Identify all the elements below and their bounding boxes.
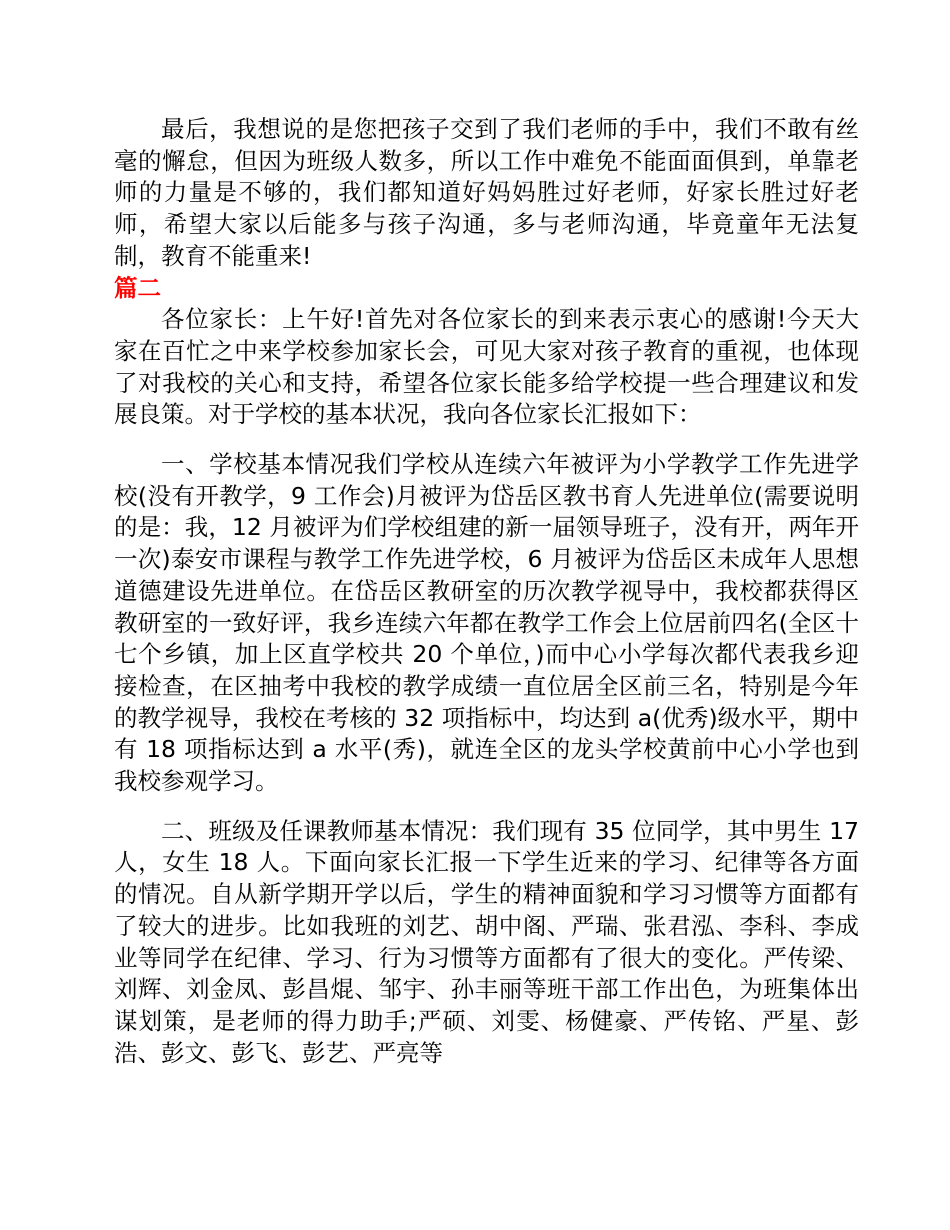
closing-paragraph: 最后，我想说的是您把孩子交到了我们老师的手中，我们不敢有丝毫的懈怠，但因为班级人数多，所以工作中难免不能面面俱到，单靠老师的力量是不够的，我们都知道好妈妈胜过好老师，好家长胜过好老师，希望大家以后能多与孩子沟通，多与老师沟通，毕竟童年无法复制，教育不能重来! [114,115,859,270]
school-info-paragraph: 一、学校基本情况我们学校从连续六年被评为小学教学工作先进学校(没有开教学，9 工作会)月被评为岱岳区教书育人先进单位(需要说明的是：我，12 月被评为们学校组建的新一届领导班子，没有开，两年开一次)泰安市课程与教学工作先进学校，6 月被评为岱岳区未成年人思想道德建设先进单位。在岱岳区教研室的历次教学视导中，我校都获得区教研室的一致好评，我乡连续六年都在教学工作会上位居前四名(全区十七个乡镇，加上区直学校共 20 个单位，)而中心小学每次都代表我乡迎接检查，在区抽考中我校的教学成绩一直位居全区前三名，特别是今年的教学视导，我校在考核的 32 项指标中，均达到 a(优秀)级水平，期中有 18 项指标达到 a 水平(秀)，就连全区的龙头学校黄前中心小学也到我校参观学习。 [114,450,859,796]
greeting-paragraph: 各位家长：上午好!首先对各位家长的到来表示衷心的感谢!今天大家在百忙之中来学校参加家长会，可见大家对孩子教育的重视，也体现了对我校的关心和支持，希望各位家长能多给学校提一些合理建议和发展良策。对于学校的基本状况，我向各位家长汇报如下： [114,305,859,429]
class-info-paragraph: 二、班级及任课教师基本情况：我们现有 35 位同学，其中男生 17 人，女生 18 人。下面向家长汇报一下学生近来的学习、纪律等各方面的情况。自从新学期开学以后，学生的精神面貌和学习习惯等方面都有了较大的进步。比如我班的刘艺、胡中阁、严瑞、张君泓、李科、李成业等同学在纪律、学习、行为习惯等方面都有了很大的变化。严传梁、刘辉、刘金凤、彭昌焜、邹宇、孙丰丽等班干部工作出色，为班集体出谋划策，是老师的得力助手;严硕、刘雯、杨健豪、严传铭、严星、彭浩、彭文、彭飞、彭艺、严亮等 [114,816,859,1067]
section-heading: 篇二 [114,273,161,302]
document-page [114,114,859,1069]
